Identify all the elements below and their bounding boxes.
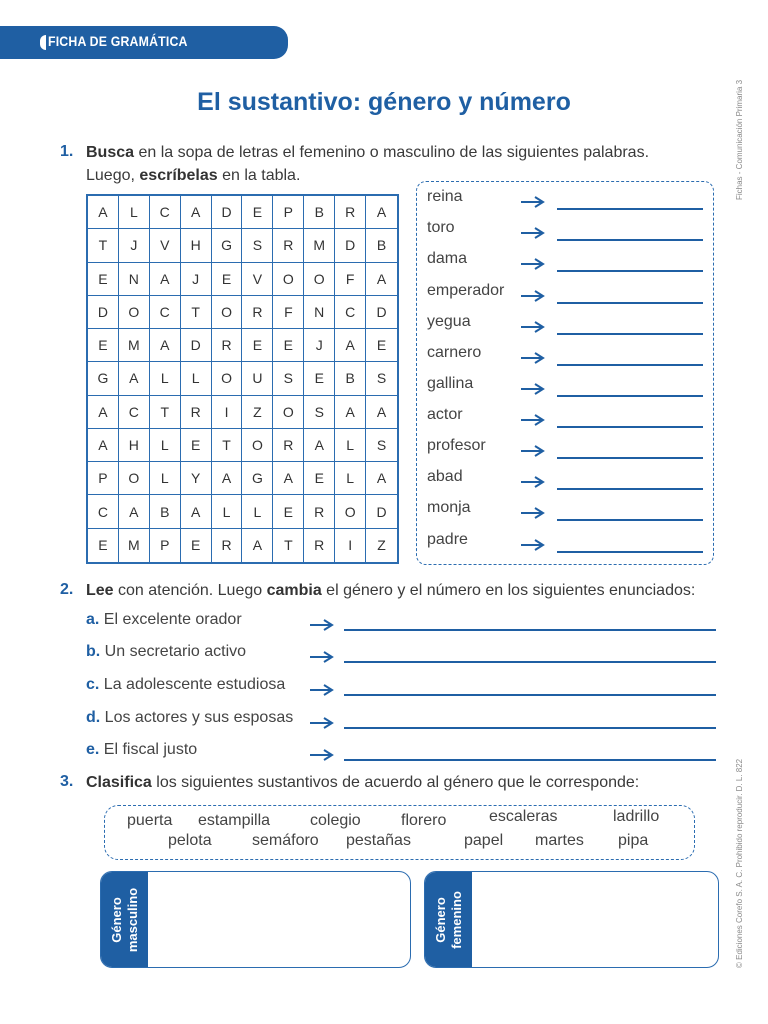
noun-item[interactable]: estampilla — [198, 812, 271, 829]
grid-cell[interactable]: P — [88, 462, 119, 495]
answer-line[interactable] — [557, 333, 703, 335]
grid-cell[interactable]: A — [119, 362, 150, 395]
word-list-item: yegua — [427, 313, 471, 330]
grid-cell[interactable]: T — [212, 429, 243, 462]
grid-cell[interactable]: D — [366, 296, 397, 329]
answer-line[interactable] — [557, 270, 703, 272]
answer-line[interactable] — [557, 208, 703, 210]
right-arrow-icon — [520, 507, 546, 519]
label-genero-masculino — [109, 887, 141, 951]
grid-cell[interactable]: R — [212, 329, 243, 362]
grid-cell[interactable]: G — [88, 362, 119, 395]
grid-cell[interactable]: O — [242, 429, 273, 462]
label-masculino-line1: Género — [108, 896, 124, 943]
label-femenino-line2: femenino — [448, 890, 464, 949]
answer-line[interactable] — [557, 239, 703, 241]
grid-cell[interactable]: R — [335, 196, 366, 229]
question-1-number: 1. — [60, 143, 74, 160]
grid-cell[interactable]: E — [88, 529, 119, 562]
answer-line[interactable] — [557, 457, 703, 459]
statement-letter: c. — [86, 676, 100, 693]
statement-letter: b. — [86, 643, 101, 660]
grid-cell[interactable]: O — [119, 462, 150, 495]
noun-item[interactable]: ladrillo — [613, 808, 660, 825]
side-note-bottom: © Ediciones Corefo S. A. C. Prohibido reproducir. D. L. 822 — [735, 758, 744, 968]
grid-cell[interactable]: R — [304, 495, 335, 528]
noun-item[interactable]: semáforo — [252, 832, 319, 849]
grid-cell[interactable]: E — [88, 263, 119, 296]
grid-cell[interactable]: E — [88, 329, 119, 362]
q1-bold-busca: Busca — [86, 144, 135, 161]
grid-cell[interactable]: S — [366, 362, 397, 395]
question-1-line1 — [86, 141, 718, 164]
grid-cell[interactable]: M — [119, 329, 150, 362]
noun-item[interactable]: puerta — [127, 812, 173, 829]
answer-line[interactable] — [557, 519, 703, 521]
right-arrow-icon — [309, 619, 335, 631]
box-genero-femenino[interactable] — [424, 871, 719, 968]
grid-cell[interactable]: A — [366, 196, 397, 229]
grid-cell[interactable]: S — [273, 362, 304, 395]
answer-line[interactable] — [344, 629, 716, 631]
statement-letter: e. — [86, 741, 100, 758]
tab-genero-masculino — [101, 872, 148, 967]
grid-cell[interactable]: U — [242, 362, 273, 395]
grid-cell[interactable]: M — [304, 229, 335, 262]
grid-cell[interactable]: A — [88, 396, 119, 429]
noun-item[interactable]: martes — [535, 832, 584, 849]
grid-cell[interactable]: M — [119, 529, 150, 562]
grid-cell[interactable]: L — [150, 429, 181, 462]
right-arrow-icon — [520, 476, 546, 488]
grid-cell[interactable]: O — [304, 263, 335, 296]
grid-cell[interactable]: E — [304, 362, 335, 395]
grid-cell[interactable]: A — [150, 329, 181, 362]
grid-cell[interactable]: L — [335, 429, 366, 462]
right-arrow-icon — [520, 539, 546, 551]
answer-line[interactable] — [557, 395, 703, 397]
grid-cell[interactable]: S — [304, 396, 335, 429]
grid-cell[interactable]: N — [119, 263, 150, 296]
grid-cell[interactable]: B — [150, 495, 181, 528]
grid-cell[interactable]: O — [212, 362, 243, 395]
grid-cell[interactable]: I — [212, 396, 243, 429]
grid-cell[interactable]: G — [242, 462, 273, 495]
q3-text: los siguientes sustantivos de acuerdo al género que le corresponde: — [151, 774, 640, 791]
grid-cell[interactable]: P — [150, 529, 181, 562]
grid-cell[interactable]: J — [119, 229, 150, 262]
grid-cell[interactable]: A — [366, 396, 397, 429]
grid-cell[interactable]: E — [242, 329, 273, 362]
answer-line[interactable] — [557, 488, 703, 490]
grid-cell[interactable]: I — [335, 529, 366, 562]
word-list-item: toro — [427, 219, 455, 236]
grid-cell[interactable]: B — [366, 229, 397, 262]
grid-cell[interactable]: D — [88, 296, 119, 329]
grid-cell[interactable]: A — [212, 462, 243, 495]
q1-line1-rest: en la sopa de letras el femenino o masculino de las siguientes palabras. — [134, 144, 650, 161]
grid-cell[interactable]: B — [304, 196, 335, 229]
grid-cell[interactable]: A — [119, 495, 150, 528]
grid-cell[interactable]: A — [150, 263, 181, 296]
grid-cell[interactable]: E — [181, 529, 212, 562]
grid-cell[interactable]: T — [181, 296, 212, 329]
grid-cell[interactable]: J — [304, 329, 335, 362]
grid-cell[interactable]: E — [273, 329, 304, 362]
grid-cell[interactable]: J — [181, 263, 212, 296]
q2-bold-lee: Lee — [86, 582, 114, 599]
answer-line[interactable] — [344, 727, 716, 729]
grid-cell[interactable]: H — [119, 429, 150, 462]
grid-cell[interactable]: D — [366, 495, 397, 528]
grid-cell[interactable]: O — [212, 296, 243, 329]
q1-bold-escribelas: escríbelas — [139, 167, 218, 184]
label-genero-femenino — [433, 891, 465, 949]
right-arrow-icon — [520, 227, 546, 239]
right-arrow-icon — [520, 352, 546, 364]
grid-cell[interactable]: A — [181, 495, 212, 528]
grid-cell[interactable]: Y — [181, 462, 212, 495]
noun-item[interactable]: escaleras — [489, 808, 558, 825]
grid-cell[interactable]: L — [242, 495, 273, 528]
grid-cell[interactable]: O — [335, 495, 366, 528]
grid-cell[interactable]: B — [335, 362, 366, 395]
grid-cell[interactable]: F — [335, 263, 366, 296]
right-arrow-icon — [309, 684, 335, 696]
right-arrow-icon — [309, 717, 335, 729]
grid-cell[interactable]: N — [304, 296, 335, 329]
grid-cell[interactable]: R — [304, 529, 335, 562]
grid-cell[interactable]: Z — [242, 396, 273, 429]
grid-cell[interactable]: D — [181, 329, 212, 362]
grid-cell[interactable]: A — [273, 462, 304, 495]
header-label: FICHA DE GRAMÁTICA — [48, 33, 188, 49]
statement-text: El excelente orador — [103, 611, 242, 628]
header-tick-icon — [40, 35, 46, 50]
grid-cell[interactable]: L — [150, 362, 181, 395]
grid-cell[interactable]: A — [366, 462, 397, 495]
page-title: El sustantivo: género y número — [197, 88, 571, 116]
statement-letter: d. — [86, 709, 101, 726]
grid-cell[interactable]: E — [242, 196, 273, 229]
statement-letter: a. — [86, 611, 100, 628]
grid-cell[interactable]: E — [304, 462, 335, 495]
word-list-item: reina — [427, 188, 463, 205]
right-arrow-icon — [520, 290, 546, 302]
grid-cell[interactable]: R — [273, 229, 304, 262]
side-note-top: Fichas - Comunicación Primaria 3 — [735, 79, 744, 200]
grid-cell[interactable]: V — [150, 229, 181, 262]
word-list-item: gallina — [427, 375, 474, 392]
word-list-item: emperador — [427, 282, 505, 299]
noun-item[interactable]: pelota — [168, 832, 212, 849]
grid-cell[interactable]: C — [119, 396, 150, 429]
label-masculino-line2: masculino — [124, 887, 140, 952]
grid-cell[interactable]: C — [335, 296, 366, 329]
noun-item[interactable]: papel — [464, 832, 504, 849]
right-arrow-icon — [520, 414, 546, 426]
grid-cell[interactable]: A — [304, 429, 335, 462]
word-list-item: actor — [427, 406, 463, 423]
question-2-number: 2. — [60, 581, 74, 598]
question-3-text — [86, 771, 639, 794]
statement-text: Los actores y sus esposas — [104, 709, 294, 726]
grid-cell[interactable]: S — [366, 429, 397, 462]
grid-cell[interactable]: L — [335, 462, 366, 495]
answer-line[interactable] — [557, 551, 703, 553]
grid-cell[interactable]: A — [335, 396, 366, 429]
grid-cell[interactable]: A — [88, 196, 119, 229]
statement-item — [86, 611, 242, 629]
grid-cell[interactable]: T — [273, 529, 304, 562]
right-arrow-icon — [520, 258, 546, 270]
right-arrow-icon — [309, 651, 335, 663]
grid-cell[interactable]: D — [212, 196, 243, 229]
q1-line2-end: en la tabla. — [217, 167, 301, 184]
answer-line[interactable] — [557, 364, 703, 366]
grid-cell[interactable]: C — [150, 296, 181, 329]
box-genero-masculino[interactable] — [100, 871, 411, 968]
grid-cell[interactable]: O — [273, 396, 304, 429]
q2-bold-cambia: cambia — [266, 582, 322, 599]
statement-text: Un secretario activo — [104, 643, 247, 660]
question-3-number: 3. — [60, 773, 74, 790]
grid-cell[interactable]: A — [335, 329, 366, 362]
grid-cell[interactable]: L — [181, 362, 212, 395]
q2-text1: con atención. Luego — [113, 582, 267, 599]
grid-cell[interactable]: E — [181, 429, 212, 462]
statement-item — [86, 741, 197, 759]
tab-genero-femenino — [425, 872, 472, 967]
grid-cell[interactable]: R — [242, 296, 273, 329]
word-list-item: padre — [427, 531, 468, 548]
q2-text2: el género y el número en los siguientes enunciados: — [321, 582, 696, 599]
answer-line[interactable] — [344, 694, 716, 696]
grid-cell[interactable]: R — [273, 429, 304, 462]
answer-line[interactable] — [557, 302, 703, 304]
grid-cell[interactable]: L — [212, 495, 243, 528]
answer-line[interactable] — [344, 661, 716, 663]
right-arrow-icon — [309, 749, 335, 761]
word-list-item: abad — [427, 468, 463, 485]
grid-cell[interactable]: Z — [377, 537, 386, 554]
right-arrow-icon — [520, 383, 546, 395]
word-list-item: monja — [427, 499, 471, 516]
answer-line[interactable] — [344, 759, 716, 761]
grid-cell[interactable]: O — [273, 263, 304, 296]
grid-cell[interactable]: V — [242, 263, 273, 296]
word-list-item: dama — [427, 250, 468, 267]
grid-cell[interactable]: P — [273, 196, 304, 229]
label-femenino-line1: Género — [432, 896, 448, 943]
grid-cell[interactable]: A — [242, 529, 273, 562]
statement-text: El fiscal justo — [103, 741, 198, 758]
grid-cell[interactable]: A — [88, 429, 119, 462]
question-2-text — [86, 579, 695, 602]
grid-cell[interactable]: L — [119, 196, 150, 229]
grid-cell[interactable]: L — [150, 462, 181, 495]
grid-cell[interactable]: R — [212, 529, 243, 562]
word-search-grid — [86, 194, 399, 564]
grid-cell[interactable]: S — [242, 229, 273, 262]
grid-cell[interactable]: O — [119, 296, 150, 329]
grid-cell[interactable]: A — [181, 196, 212, 229]
grid-cell[interactable]: R — [181, 396, 212, 429]
statement-item — [86, 676, 285, 694]
word-list-item: carnero — [427, 344, 482, 361]
q3-bold-clasifica: Clasifica — [86, 774, 152, 791]
grid-cell[interactable]: G — [212, 229, 243, 262]
grid-cell[interactable]: A — [366, 263, 397, 296]
right-arrow-icon — [520, 445, 546, 457]
grid-cell[interactable]: H — [181, 229, 212, 262]
grid-cell[interactable]: C — [88, 495, 119, 528]
noun-item[interactable]: pipa — [618, 832, 649, 849]
answer-line[interactable] — [557, 426, 703, 428]
grid-cell[interactable]: E — [273, 495, 304, 528]
statement-item — [86, 643, 246, 661]
q1-line2-start: Luego, — [86, 167, 140, 184]
right-arrow-icon — [520, 196, 546, 208]
grid-cell[interactable]: T — [88, 229, 119, 262]
noun-item[interactable]: colegio — [310, 812, 361, 829]
grid-cell[interactable]: F — [273, 296, 304, 329]
grid-cell[interactable]: E — [366, 329, 397, 362]
grid-cell[interactable]: C — [150, 196, 181, 229]
grid-cell[interactable]: D — [335, 229, 366, 262]
statement-item — [86, 709, 293, 727]
noun-item[interactable]: florero — [401, 812, 447, 829]
grid-cell[interactable]: T — [150, 396, 181, 429]
statement-text: La adolescente estudiosa — [103, 676, 286, 693]
right-arrow-icon — [520, 321, 546, 333]
grid-cell[interactable]: E — [212, 263, 243, 296]
noun-item[interactable]: pestañas — [346, 832, 411, 849]
word-list-item: profesor — [427, 437, 486, 454]
question-1-line2 — [86, 164, 300, 187]
